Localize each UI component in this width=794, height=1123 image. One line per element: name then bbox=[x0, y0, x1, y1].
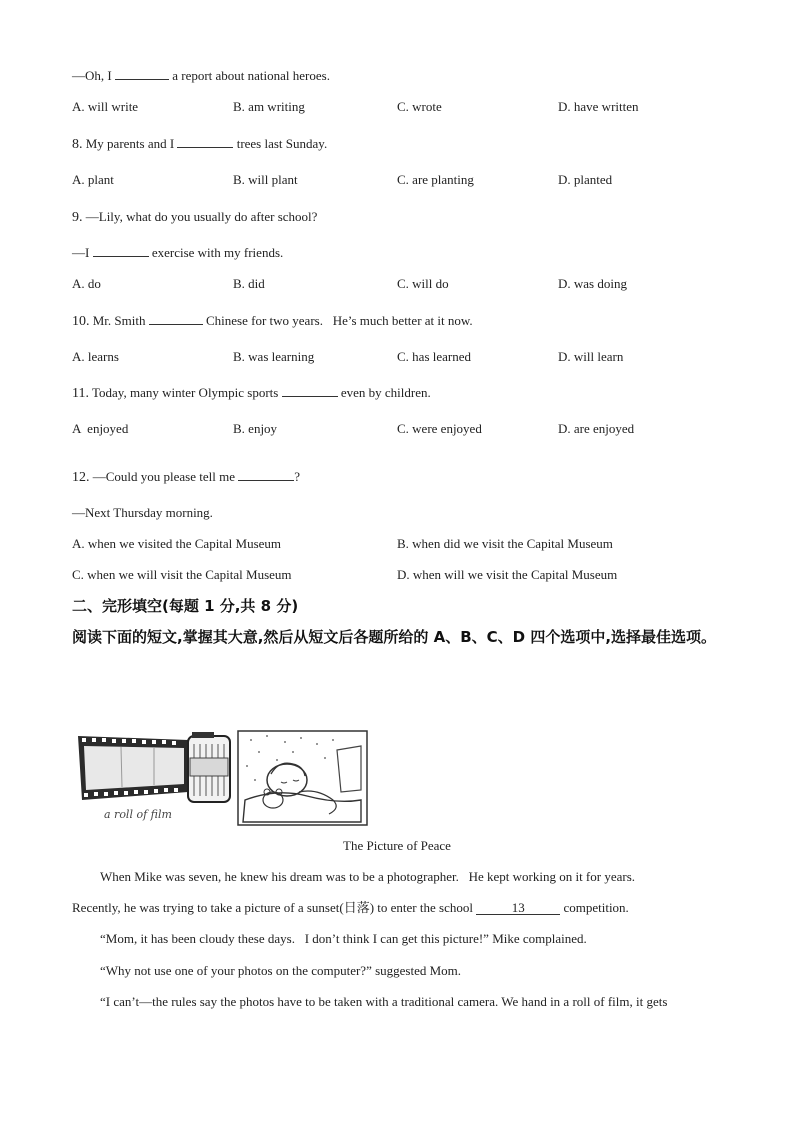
film-roll-illustration bbox=[76, 730, 236, 810]
passage-p4: “I can’t—the rules say the photos have to be taken with a traditional camera. We hand in a roll of film, it gets bbox=[100, 994, 668, 1009]
film-caption: a roll of film bbox=[104, 808, 172, 821]
q12-stem bbox=[72, 469, 300, 486]
q8-blank bbox=[177, 136, 233, 148]
q11-option-b: B. enjoy bbox=[233, 421, 278, 436]
q9-option-c: C. will do bbox=[397, 276, 449, 291]
q10-text-suffix: Chinese for two years. He’s much better at it now. bbox=[206, 313, 473, 328]
passage-p1-line2 bbox=[72, 900, 629, 916]
q12-option-c: C. when we will visit the Capital Museum bbox=[72, 567, 292, 582]
passage-blank-13 bbox=[476, 901, 560, 915]
q11-option-d: D. are enjoyed bbox=[558, 421, 635, 436]
q8-text-prefix: My parents and I bbox=[85, 136, 175, 151]
q9-stem bbox=[72, 209, 317, 226]
q12-text-suffix: ? bbox=[294, 469, 301, 484]
q9-answer-prefix: —I bbox=[72, 245, 90, 260]
sleeping-child-illustration bbox=[237, 730, 368, 826]
q11-stem bbox=[72, 385, 431, 402]
q10-number: 10. bbox=[72, 314, 90, 329]
q8-option-a: A. plant bbox=[72, 172, 114, 187]
passage-title: The Picture of Peace bbox=[343, 838, 451, 853]
q9-blank bbox=[93, 245, 149, 257]
passage-p1-line2-prefix: Recently, he was trying to take a picture of a sunset(日落) to enter the school bbox=[72, 900, 473, 915]
q8-stem bbox=[72, 136, 327, 153]
q9-option-b: B. did bbox=[233, 276, 265, 291]
q9-number: 9. bbox=[72, 210, 83, 225]
q10-option-b: B. was learning bbox=[233, 349, 315, 364]
passage-p1-line2-suffix: competition. bbox=[563, 900, 629, 915]
passage-p2: “Mom, it has been cloudy these days. I don’t think I can get this picture!” Mike complained. bbox=[100, 931, 587, 946]
q10-text-prefix: Mr. Smith bbox=[92, 313, 146, 328]
q12-text-prefix: —Could you please tell me bbox=[92, 469, 236, 484]
q12-option-a: A. when we visited the Capital Museum bbox=[72, 536, 282, 551]
section2-instructions: 阅读下面的短文,掌握其大意,然后从短文后各题所给的 A、B、C、D 四个选项中,选择最佳选项。 bbox=[72, 628, 717, 646]
q7-option-b: B. am writing bbox=[233, 99, 305, 114]
blank-number-13: 13 bbox=[511, 900, 525, 915]
q7-answer-line bbox=[72, 68, 330, 84]
q11-text-suffix: even by children. bbox=[340, 385, 431, 400]
q9-answer-suffix: exercise with my friends. bbox=[151, 245, 284, 260]
q9-answer-line bbox=[72, 245, 283, 261]
q10-stem bbox=[72, 313, 473, 330]
q9-option-d: D. was doing bbox=[558, 276, 627, 291]
q7-option-c: C. wrote bbox=[397, 99, 442, 114]
q12-option-b: B. when did we visit the Capital Museum bbox=[397, 536, 613, 551]
q8-option-b: B. will plant bbox=[233, 172, 298, 187]
q8-option-c: C. are planting bbox=[397, 172, 474, 187]
q8-number: 8. bbox=[72, 137, 83, 152]
q9-question: —Lily, what do you usually do after school? bbox=[85, 209, 318, 224]
q10-option-d: D. will learn bbox=[558, 349, 624, 364]
q11-text-prefix: Today, many winter Olympic sports bbox=[92, 385, 279, 400]
q11-option-a: A enjoyed bbox=[72, 421, 129, 436]
q11-option-c: C. were enjoyed bbox=[397, 421, 482, 436]
q7-blank bbox=[115, 68, 169, 80]
q7-answer-prefix: —Oh, I bbox=[72, 68, 112, 83]
passage-p3: “Why not use one of your photos on the computer?” suggested Mom. bbox=[100, 963, 462, 978]
q7-option-a: A. will write bbox=[72, 99, 139, 114]
q10-option-c: C. has learned bbox=[397, 349, 472, 364]
q11-number: 11. bbox=[72, 386, 89, 401]
q12-blank bbox=[238, 469, 294, 481]
q8-text-suffix: trees last Sunday. bbox=[236, 136, 328, 151]
passage-p1-line1: When Mike was seven, he knew his dream was to be a photographer. He kept working on it for years. bbox=[100, 869, 636, 884]
q10-blank bbox=[149, 313, 203, 325]
q10-option-a: A. learns bbox=[72, 349, 119, 364]
q12-answer: —Next Thursday morning. bbox=[72, 505, 213, 520]
q11-blank bbox=[282, 385, 338, 397]
q8-option-d: D. planted bbox=[558, 172, 613, 187]
q7-answer-suffix: a report about national heroes. bbox=[172, 68, 330, 83]
q12-option-d: D. when will we visit the Capital Museum bbox=[397, 567, 618, 582]
q7-option-d: D. have written bbox=[558, 99, 639, 114]
q12-number: 12. bbox=[72, 470, 90, 485]
q9-option-a: A. do bbox=[72, 276, 101, 291]
section2-heading: 二、完形填空(每题 1 分,共 8 分) bbox=[72, 597, 299, 615]
